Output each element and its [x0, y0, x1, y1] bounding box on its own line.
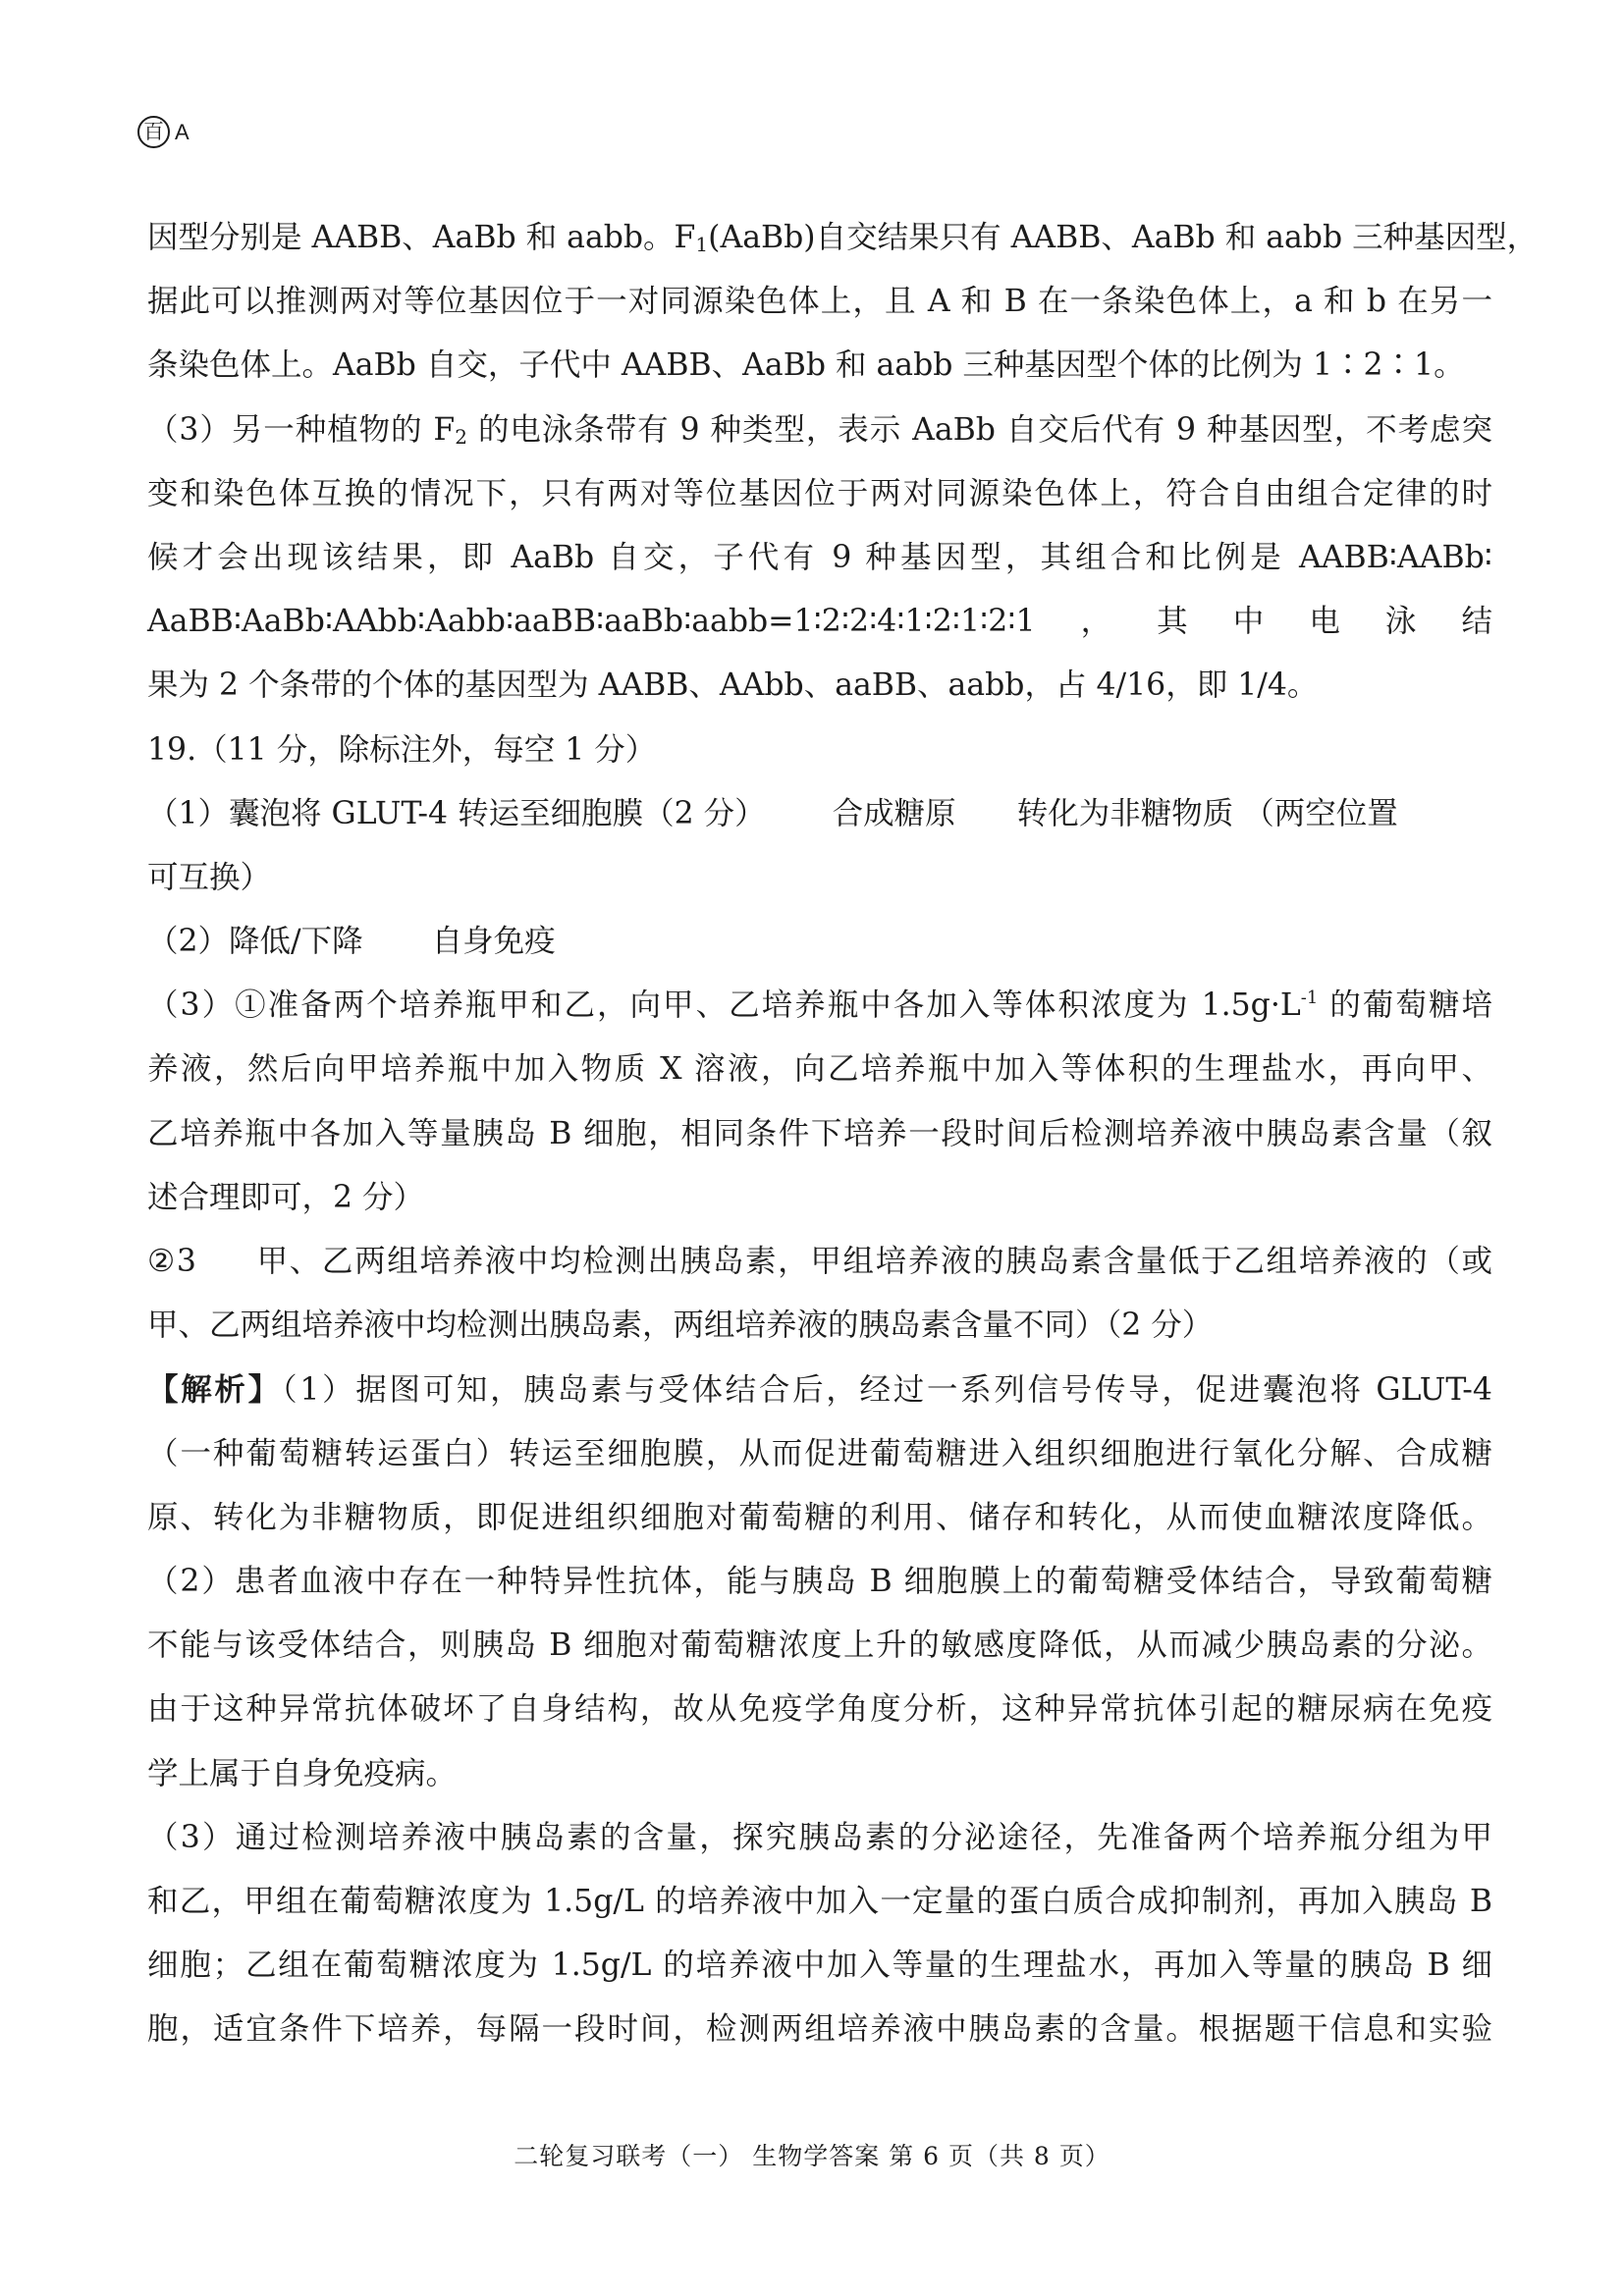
text-line: 因型分别是 AABB、AaBb 和 aabb。$F_1(AaBb)$自交结果只有 AABB、AaBb 和 aabb 三种基因型，: [147, 220, 1539, 256]
logo-mark: 百: [137, 116, 170, 148]
text-line: 学上属于自身免疫病。: [147, 1755, 458, 1791]
analysis-label: 【解析】: [147, 1371, 282, 1409]
answer-body: [147, 206, 1539, 2061]
answer-19-2: （2）降低/下降 自身免疫: [147, 924, 556, 960]
logo-letter: A: [175, 119, 189, 144]
text-line: 细胞；乙组在葡萄糖浓度为 1.5g/L 的培养液中加入等量的生理盐水，再加入等量的胰岛 B 细: [147, 1948, 1492, 1984]
text-line: （2）患者血液中存在一种特异性抗体，能与胰岛 B 细胞膜上的葡萄糖受体结合，导致葡萄糖: [147, 1563, 1492, 1599]
text-line: 原、转化为非糖物质，即促进组织细胞对葡萄糖的利用、储存和转化，从而使血糖浓度降低。: [147, 1499, 1492, 1535]
publisher-logo: [137, 116, 189, 148]
text-line: 述合理即可，2 分）: [147, 1179, 425, 1215]
text-line: （一种葡萄糖转运蛋白）转运至细胞膜，从而促进葡萄糖进入组织细胞进行氧化分解、合成糖: [147, 1435, 1492, 1471]
answer-19-1: （1）囊泡将 GLUT-4 转运至细胞膜（2 分） 合成糖原 转化为非糖物质 （两空位置: [147, 795, 1398, 831]
text-line: （3）通过检测培养液中胰岛素的含量，探究胰岛素的分泌途径，先准备两个培养瓶分组为甲: [147, 1819, 1492, 1855]
text-line: 和乙，甲组在葡萄糖浓度为 1.5g/L 的培养液中加入一定量的蛋白质合成抑制剂，再加入胰岛 B: [147, 1883, 1492, 1919]
text-line: 条染色体上。AaBb 自交，子代中 AABB、AaBb 和 aabb 三种基因型个体的比例为 1∶2∶1。: [147, 347, 1465, 384]
text-line: 变和染色体互换的情况下，只有两对等位基因位于两对同源染色体上，符合自由组合定律的时: [147, 475, 1492, 511]
text-line: ②3 甲、乙两组培养液中均检测出胰岛素，甲组培养液的胰岛素含量低于乙组培养液的（或: [147, 1244, 1493, 1279]
question-19-heading: 19.（11 分，除标注外，每空 1 分）: [147, 731, 657, 768]
text-line: 养液，然后向甲培养瓶中加入物质 X 溶液，向乙培养瓶中加入等体积的生理盐水，再向甲、: [147, 1051, 1492, 1088]
text-line: 乙培养瓶中各加入等量胰岛 B 细胞，相同条件下培养一段时间后检测培养液中胰岛素含量（叙: [147, 1115, 1492, 1151]
text-line: 不能与该受体结合，则胰岛 B 细胞对葡萄糖浓度上升的敏感度降低，从而减少胰岛素的分泌。: [147, 1628, 1492, 1664]
answer-19-3: （3）①准备两个培养瓶甲和乙，向甲、乙培养瓶中各加入等体积浓度为 $1.5g\cdot L^{-1}$ 的葡萄糖培: [147, 988, 1492, 1024]
analysis-line: 【解析】（1）据图可知，胰岛素与受体结合后，经过一系列信号传导，促进囊泡将 GLUT-4: [147, 1371, 1492, 1409]
page-footer: 二轮复习联考（一） 生物学答案 第 6 页（共 8 页）: [514, 2142, 1110, 2170]
text-line: 胞，适宜条件下培养，每隔一段时间，检测两组培养液中胰岛素的含量。根据题干信息和实验: [147, 2011, 1492, 2048]
text-line: 可互换）: [147, 859, 272, 895]
text-line: 由于这种异常抗体破坏了自身结构，故从免疫学角度分析，这种异常抗体引起的糖尿病在免疫: [147, 1691, 1492, 1728]
text-line: 果为 2 个条带的个体的基因型为 AABB、AAbb、aaBB、aabb，占 4/16，即 1/4。: [147, 667, 1319, 704]
text-line: （3）另一种植物的 $F_2$ 的电泳条带有 9 种类型，表示 AaBb 自交后代有 9 种基因型，不考虑突: [147, 411, 1492, 449]
text-line: 甲、乙两组培养液中均检测出胰岛素，两组培养液的胰岛素含量不同）（2 分）: [147, 1308, 1214, 1344]
text-line: 据此可以推测两对等位基因位于一对同源染色体上，且 A 和 B 在一条染色体上，a 和 b 在另一: [147, 284, 1492, 320]
text-line: 候才会出现该结果，即 AaBb 自交，子代有 9 种基因型，其组合和比例是 AABB∶AABb∶: [147, 539, 1492, 575]
text-line: AaBB∶AaBb∶AAbb∶Aabb∶aaBB∶aaBb∶aabb=1∶2∶2∶4∶1∶2∶1∶2∶1，其中电泳结: [147, 604, 1492, 640]
